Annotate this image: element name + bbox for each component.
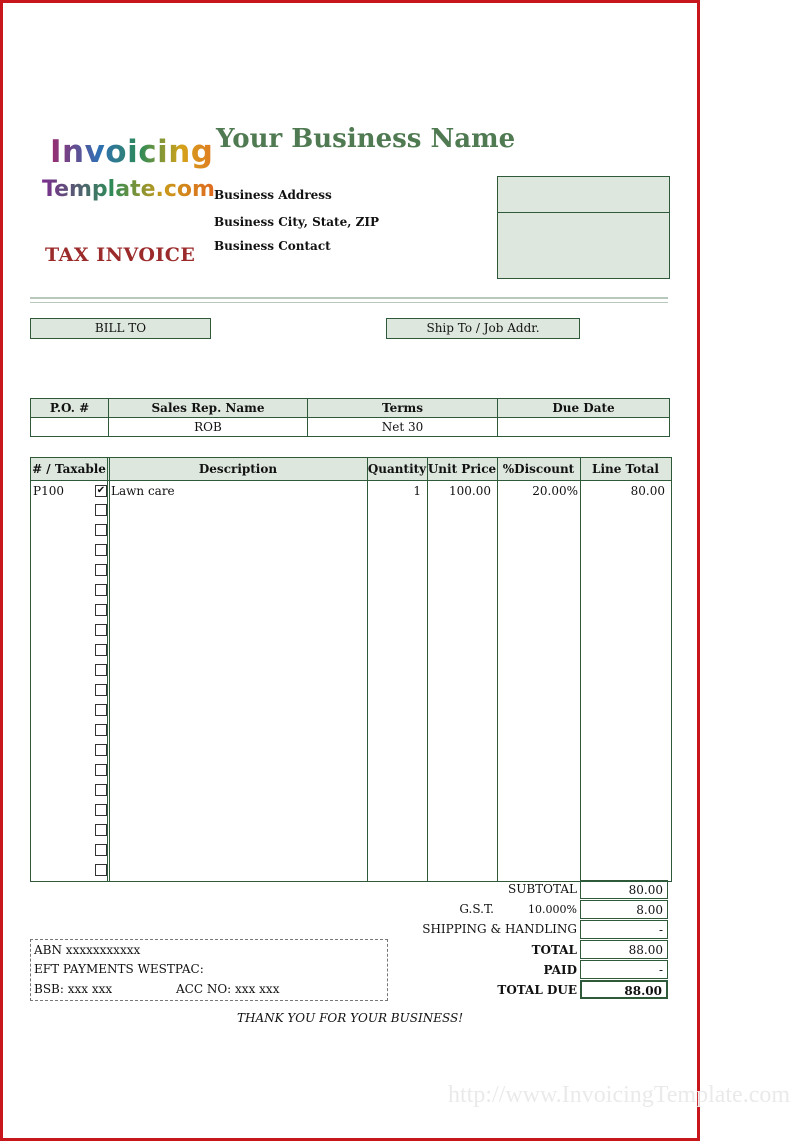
- terms-header: Terms: [308, 399, 498, 418]
- bsb-text: BSB: xxx xxx: [34, 982, 113, 996]
- taxable-checkbox[interactable]: [95, 624, 107, 636]
- taxable-checkbox[interactable]: [95, 684, 107, 696]
- column-divider: [107, 458, 110, 881]
- taxable-checkbox[interactable]: [95, 644, 107, 656]
- total-label: TOTAL: [531, 943, 577, 957]
- column-divider: [580, 458, 581, 881]
- order-info-table: [30, 398, 670, 437]
- thank-you-note: THANK YOU FOR YOUR BUSINESS!: [236, 1011, 464, 1025]
- item-discount[interactable]: 20.00%: [532, 484, 578, 498]
- taxable-checkbox[interactable]: [95, 864, 107, 876]
- business-address[interactable]: Business Address: [214, 188, 332, 202]
- bill-to-label: BILL TO: [30, 318, 211, 339]
- taxable-checkbox[interactable]: [95, 524, 107, 536]
- sales-rep-header: Sales Rep. Name: [109, 399, 308, 418]
- payment-details-box[interactable]: [30, 939, 388, 1001]
- item-code[interactable]: P100: [33, 484, 64, 498]
- subtotal-label: SUBTOTAL: [508, 882, 577, 896]
- taxable-checkbox[interactable]: [95, 804, 107, 816]
- due-date-header: Due Date: [498, 399, 670, 418]
- taxable-checkbox[interactable]: [95, 724, 107, 736]
- gst-value: 8.00: [580, 900, 668, 919]
- taxable-checkbox[interactable]: [95, 764, 107, 776]
- logo-line-1: Invoicing: [50, 134, 214, 170]
- taxable-checkbox[interactable]: [95, 704, 107, 716]
- taxable-checkbox[interactable]: [95, 504, 107, 516]
- column-divider: [427, 458, 428, 881]
- column-divider: [497, 458, 498, 881]
- due-date-value[interactable]: [498, 418, 670, 437]
- taxable-checkbox[interactable]: [95, 824, 107, 836]
- business-city-state-zip[interactable]: Business City, State, ZIP: [214, 215, 379, 229]
- gst-rate[interactable]: 10.000%: [528, 903, 577, 916]
- subtotal-value: 80.00: [580, 880, 668, 899]
- watermark: http://www.InvoicingTemplate.com: [448, 1082, 790, 1108]
- total-value: 88.00: [580, 940, 668, 959]
- taxable-checkbox[interactable]: [95, 664, 107, 676]
- col-header-unit-price: Unit Price: [427, 462, 497, 476]
- po-value[interactable]: [31, 418, 109, 437]
- col-header-number-taxable: # / Taxable: [32, 462, 106, 476]
- taxable-checkbox[interactable]: ✔: [96, 485, 106, 496]
- shipping-value[interactable]: -: [580, 920, 668, 939]
- shipping-label: SHIPPING & HANDLING: [422, 922, 577, 936]
- column-divider: [367, 458, 368, 881]
- paid-label: PAID: [543, 963, 577, 977]
- paid-value[interactable]: -: [580, 960, 668, 979]
- col-header-line-total: Line Total: [592, 462, 659, 476]
- eft-text: EFT PAYMENTS WESTPAC:: [34, 962, 204, 976]
- col-header-quantity: Quantity: [367, 462, 427, 476]
- gst-label: G.S.T.: [459, 902, 494, 916]
- taxable-checkbox[interactable]: [95, 604, 107, 616]
- header-rule-thin: [30, 302, 668, 303]
- item-line-total[interactable]: 80.00: [630, 484, 665, 498]
- taxable-checkbox[interactable]: [95, 744, 107, 756]
- item-quantity[interactable]: 1: [413, 484, 421, 498]
- info-box-divider: [498, 212, 669, 213]
- item-description[interactable]: Lawn care: [111, 484, 175, 498]
- taxable-checkbox[interactable]: [95, 544, 107, 556]
- col-header-discount: %Discount: [502, 462, 575, 476]
- terms-value[interactable]: Net 30: [308, 418, 498, 437]
- invoice-info-box[interactable]: [497, 176, 670, 279]
- business-contact[interactable]: Business Contact: [214, 239, 331, 253]
- document-type: TAX INVOICE: [45, 244, 196, 266]
- total-due-value: 88.00: [580, 980, 668, 999]
- item-unit-price[interactable]: 100.00: [449, 484, 491, 498]
- taxable-checkbox[interactable]: [95, 584, 107, 596]
- ship-to-label: Ship To / Job Addr.: [386, 318, 580, 339]
- total-due-label: TOTAL DUE: [497, 983, 577, 997]
- business-name[interactable]: Your Business Name: [216, 124, 516, 154]
- col-header-description: Description: [198, 462, 278, 476]
- header-rule: [30, 297, 668, 299]
- taxable-checkbox[interactable]: [95, 564, 107, 576]
- taxable-checkbox[interactable]: [95, 784, 107, 796]
- sales-rep-value[interactable]: ROB: [109, 418, 308, 437]
- abn-text: ABN xxxxxxxxxxx: [34, 943, 141, 957]
- logo-line-2: Template.com: [42, 177, 215, 202]
- acc-text: ACC NO: xxx xxx: [176, 982, 280, 996]
- items-table: [30, 457, 672, 882]
- po-header: P.O. #: [31, 399, 109, 418]
- taxable-checkbox[interactable]: [95, 844, 107, 856]
